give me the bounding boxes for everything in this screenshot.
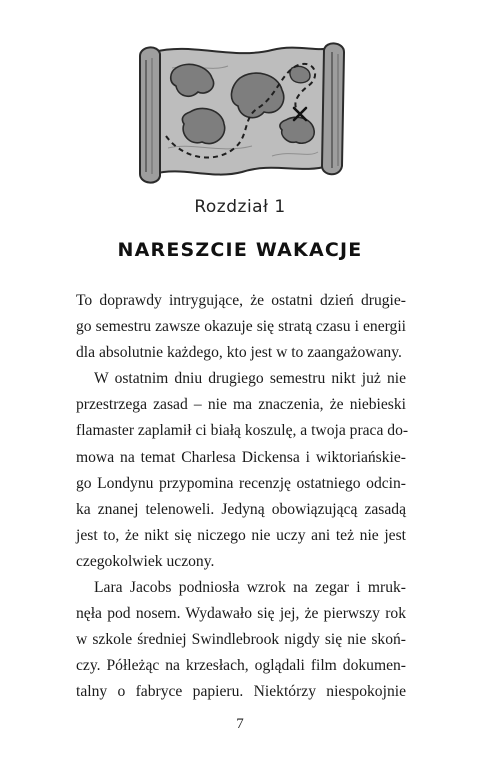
text-line: przestrzega zasad – nie ma znaczenia, że niebieski <box>76 396 406 414</box>
text-line: w szkole średniej Swindlebrook nigdy się nie skoń- <box>76 631 406 649</box>
text-line: mowa na temat Charlesa Dickensa i wiktoriańskie- <box>76 448 406 466</box>
paragraph <box>76 288 406 366</box>
text-line: nęła pod nosem. Wydawało się jej, że pierwszy rok <box>76 605 406 623</box>
text-line: jest to, że nikt się niczego nie uczy ani też nie jest <box>76 526 406 544</box>
text-line: go Londynu przypomina recenzję ostatniego odcin- <box>76 474 406 492</box>
text-line: Lara Jacobs podniosła wzrok na zegar i mruk- <box>94 579 406 597</box>
chapter-label: Rozdział 1 <box>194 197 286 217</box>
text-line: ka znanej telenoweli. Jedyną obowiązującą zasadą <box>76 500 406 518</box>
page-number: 7 <box>236 716 244 732</box>
paragraph <box>76 575 406 705</box>
text-line: go semestru zawsze okazuje się stratą czasu i energii <box>76 318 406 336</box>
text-line: W ostatnim dniu drugiego semestru nikt już nie <box>94 370 406 388</box>
chapter-title: NARESZCIE WAKACJE <box>117 239 363 261</box>
text-line: talny o fabryce papieru. Niektórzy niespokojnie <box>76 683 406 701</box>
treasure-map-icon <box>132 38 348 188</box>
text-line: To doprawdy intrygujące, że ostatni dzień drugie- <box>76 292 406 309</box>
paragraph <box>76 366 409 575</box>
body-text <box>76 288 409 706</box>
text-line: czy. Półleżąc na krzesłach, oglądali film dokumen- <box>76 657 406 675</box>
text-line: flamaster zaplamił ci białą koszulę, a twoja praca do- <box>76 422 409 440</box>
text-line: dla absolutnie każdego, kto jest w to zaangażowany. <box>76 344 402 362</box>
text-line: czegokolwiek uczony. <box>76 552 215 570</box>
